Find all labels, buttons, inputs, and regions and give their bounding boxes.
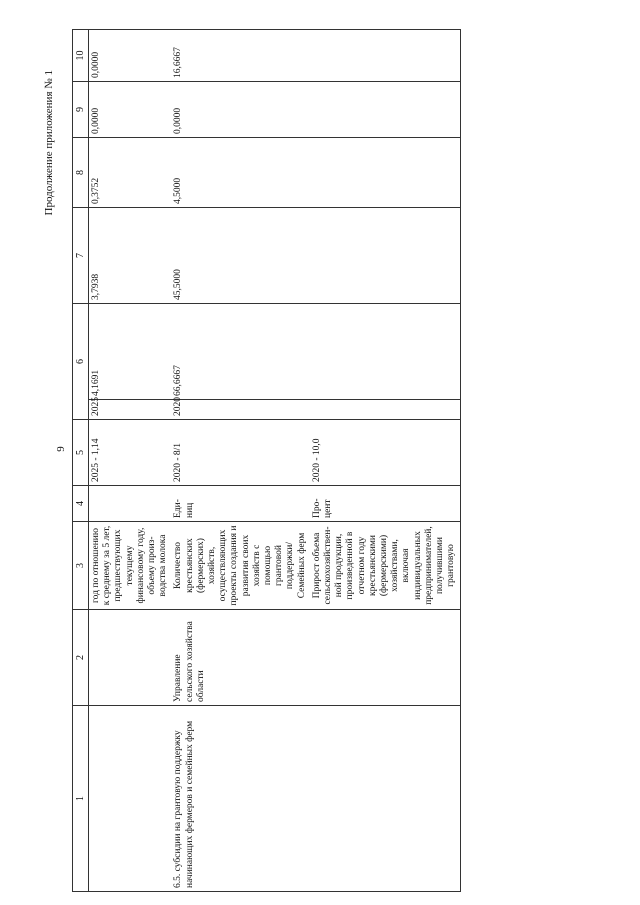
row1-value-10: 0,0000: [89, 30, 172, 82]
row1-value-8: 0,3752: [89, 138, 172, 208]
row2-value-9: 0,0000: [171, 82, 309, 138]
header-col-9: 9: [73, 82, 89, 138]
appendix-table: [72, 29, 461, 892]
row1-responsible: [89, 610, 172, 706]
table-row: [171, 30, 309, 892]
header-col-3: 3: [73, 522, 89, 610]
row2-indicator: Количество крестьянских (фермерских) хозяйств, осуществляющих проекты создания и развития своих хозяйств с помощью грантовой поддержки/ Семейных ферм: [171, 522, 309, 610]
row2-indicator-name: 6.5. субсидии на грантовую поддержку начинающих фермеров и семейных ферм: [171, 706, 309, 892]
row1-value-9: 0,0000: [89, 82, 172, 138]
row3-value-10: [310, 30, 460, 82]
row3-indicator: Прирост объема сельскохозяйствен-ной продукции, произведенной в отчетном году крестьянскими (фермерскими) хозяйствами, включая индивидуальных предпринимателей, получившими грантовую: [310, 522, 460, 610]
row3-target: 2020 - 10,0: [310, 420, 460, 486]
header-col-5: 5: [73, 420, 89, 486]
row3-value-8: [310, 138, 460, 208]
table-row: [310, 30, 460, 892]
header-col-7: 7: [73, 208, 89, 304]
row1-indicator-name: [89, 706, 172, 892]
header-col-1: 1: [73, 706, 89, 892]
row3-value-6: [310, 304, 460, 400]
row3-year: [310, 400, 460, 420]
row3-value-7: [310, 208, 460, 304]
header-col-2: 2: [73, 610, 89, 706]
row2-value-8: 4,5000: [171, 138, 309, 208]
page-number: 9: [55, 446, 67, 452]
row2-value-7: 45,5000: [171, 208, 309, 304]
row1-value-6: 4,1691: [89, 304, 172, 400]
row2-year: 2020: [171, 400, 309, 420]
continuation-title: Продолжение приложения № 1: [43, 70, 55, 216]
row1-year: 2025: [89, 400, 172, 420]
row1-unit: [89, 486, 172, 522]
header-col-10: 10: [73, 30, 89, 82]
row2-responsible: Управление сельского хозяйства области: [171, 610, 309, 706]
row1-indicator: год по отношению к среднему за 5 лет, предшествующих текущему финансовому году, объему произ-водства молока: [89, 522, 172, 610]
table-row: [89, 30, 172, 892]
row2-value-6: 66,6667: [171, 304, 309, 400]
row2-target: 2020 - 8/1: [171, 420, 309, 486]
header-col-8: 8: [73, 138, 89, 208]
header-row: [73, 30, 89, 892]
row3-indicator-name: [310, 706, 460, 892]
row2-value-10: 16,6667: [171, 30, 309, 82]
row3-value-9: [310, 82, 460, 138]
row1-value-7: 3,7938: [89, 208, 172, 304]
header-col-4: 4: [73, 486, 89, 522]
row3-unit: Про-цент: [310, 486, 460, 522]
row3-responsible: [310, 610, 460, 706]
header-col-6: 6: [73, 304, 89, 420]
row1-target: 2025 - 1,14: [89, 420, 172, 486]
row2-unit: Еди-ниц: [171, 486, 309, 522]
